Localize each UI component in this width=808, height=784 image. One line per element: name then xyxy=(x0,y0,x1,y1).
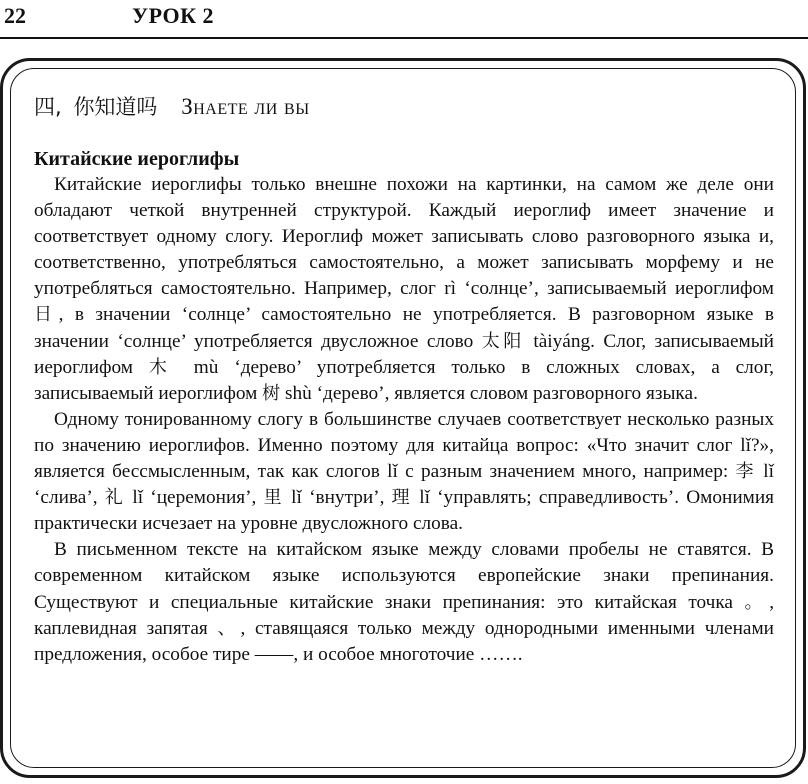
chinese-character: 太阳 xyxy=(481,330,525,352)
chinese-character: 理 xyxy=(391,487,413,509)
paragraph-text: В письменном тексте на китайском языке между словами пробелы не ставятся. В современном китайском языке используются европейские знаки препинания. Существуют и специальные китайские знаки препинания: это китайская точка xyxy=(34,539,774,613)
paragraph-text: mù ‘дерево’ употребляется только в сложных словах, а слог, записываемый иероглифом xyxy=(34,356,774,404)
paragraph-text: tàiyáng. Слог, записываемый иероглифом xyxy=(34,330,775,378)
chinese-character: 树 xyxy=(262,382,281,404)
chinese-punctuation: 、 xyxy=(217,617,241,639)
section-title-chinese: 你知道吗 xyxy=(73,95,158,119)
paragraph-text: lǐ ‘внутри’, xyxy=(283,487,392,509)
paragraph-text: Одному тонированному слогу в большинстве случаев соответствует несколько разных по значению иероглифов. Именно поэтому для китайца вопрос: «Что значит слог lǐ?», является бессмысленным, так как слогов lǐ с разным значением много, например: xyxy=(34,408,774,483)
section-heading xyxy=(34,90,774,124)
paragraph-text: , в значении ‘солнце’ самостоятельно не употребляется. В разговорном языке в значении ‘солнце’ употребляется двусложное слово xyxy=(34,304,775,352)
section-title-russian: Знаете ли вы xyxy=(181,94,310,119)
chinese-punctuation: 。 xyxy=(744,591,770,613)
section-number: 四, xyxy=(34,95,62,119)
paragraph-2 xyxy=(34,407,774,537)
text-box-content xyxy=(34,90,774,668)
chinese-character: 礼 xyxy=(104,487,126,509)
subheading: Китайские иероглифы xyxy=(34,148,240,170)
paragraph-text: , каплевидная запятая xyxy=(34,591,775,639)
paragraph-text: , ставящаяся только между однородными именными членами предложения, особое тире ——, и особое многоточие ……. xyxy=(34,617,775,665)
chinese-character: 里 xyxy=(263,487,284,509)
paragraph-text: lǐ ‘церемония’, xyxy=(125,487,264,509)
chinese-character: 日 xyxy=(34,304,59,326)
paragraph-1 xyxy=(34,172,774,407)
header-rule xyxy=(0,37,808,39)
paragraph-text: shù ‘дерево’, является словом разговорного языка. xyxy=(280,382,698,404)
chinese-character: 李 xyxy=(735,461,756,483)
paragraph-text: lǐ ‘управлять; справедливость’. Омонимия практически исчезает на уровне двусложного слова. xyxy=(34,487,775,535)
chinese-character: 木 xyxy=(148,356,178,378)
running-head-title: УРОК 2 xyxy=(132,3,215,28)
paragraph-text: Китайские иероглифы только внешне похожи на картинки, на самом же деле они обладают четкой внутренней структурой. Каждый иероглиф имеет значение и соответствует одному слогу. Иероглиф может записывать слово разговорного языка и, соответственно, употребляться самостоятельно, а может записывать морфему и не употребляться самостоятельно. Например, слог rì ‘солнце’, записываемый иероглифом xyxy=(34,174,774,300)
paragraph-text: lǐ ‘слива’, xyxy=(34,461,774,509)
page-number: 22 xyxy=(4,3,26,28)
paragraph-3 xyxy=(34,537,774,667)
